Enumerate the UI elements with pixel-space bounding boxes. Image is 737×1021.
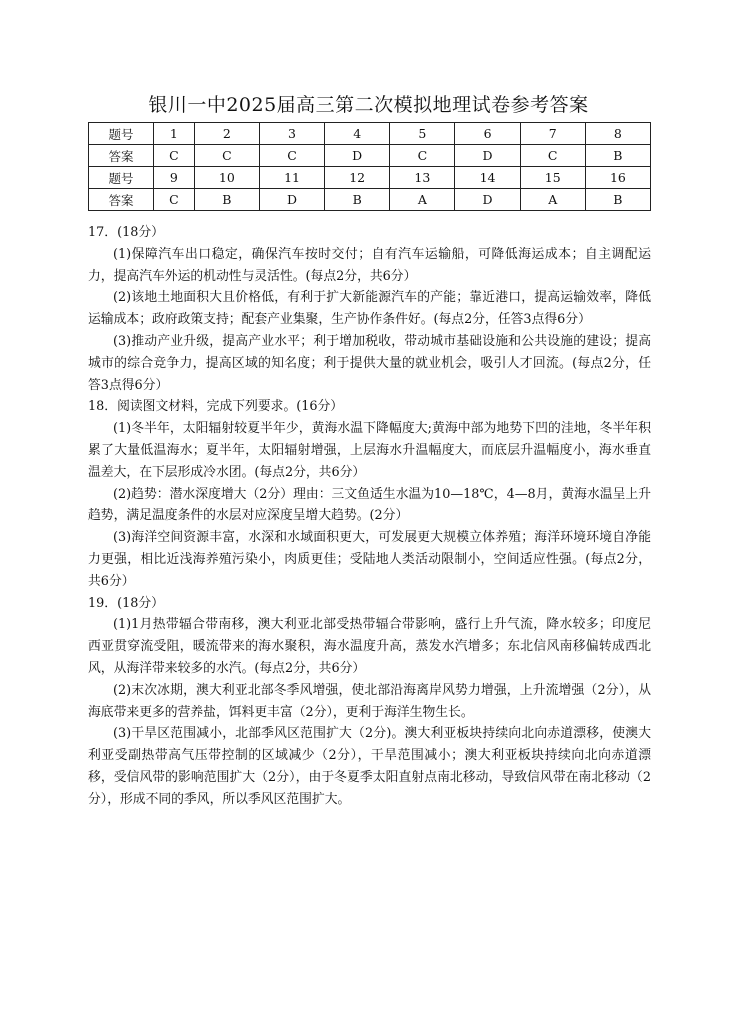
answer-17-1: (1)保障汽车出口稳定，确保汽车按时交付；自有汽车运输船，可降低海运成本；自主调配运力，提高汽车外运的机动性与灵活性。(每点2分，共6分）	[88, 246, 651, 284]
table-header-cell: 题号	[89, 167, 154, 189]
question-heading-17: 17．(18分）	[88, 225, 164, 240]
table-row	[89, 123, 651, 145]
table-cell: 3	[259, 123, 324, 145]
table-cell: A	[520, 189, 585, 211]
answer-18-2: (2)趋势：潜水深度增大（2分）理由：三文鱼适生水温为10—18℃，4—8月，黄海水温呈上升趋势，满足温度条件的水层对应深度呈增大趋势。(2分）	[88, 486, 651, 524]
table-cell: C	[194, 145, 259, 167]
table-cell: 15	[520, 167, 585, 189]
answer-18-1: (1)冬半年，太阳辐射较夏半年少，黄海水温下降幅度大;黄海中部为地势下凹的洼地，冬半年积累了大量低温海水；夏半年，太阳辐射增强，上层海水升温幅度大，而底层升温幅度小，海水垂直温差大，在下层形成冷水团。(每点2分，共6分）	[88, 421, 651, 480]
table-cell: 10	[194, 167, 259, 189]
table-cell: D	[455, 145, 520, 167]
table-cell: C	[154, 145, 195, 167]
table-cell: 9	[154, 167, 195, 189]
table-cell: 14	[455, 167, 520, 189]
table-cell: 5	[390, 123, 455, 145]
table-row	[89, 145, 651, 167]
table-cell: 7	[520, 123, 585, 145]
answer-19-2: (2)末次冰期，澳大利亚北部冬季风增强，使北部沿海离岸风势力增强，上升流增强（2分），从海底带来更多的营养盐，饵料更丰富（2分），更利于海洋生物生长。	[88, 682, 651, 720]
answer-17-2: (2)该地土地面积大且价格低，有利于扩大新能源汽车的产能；靠近港口，提高运输效率，降低运输成本；政府政策支持；配套产业集聚，生产协作条件好。(每点2分，任答3点得6分）	[88, 290, 651, 328]
answer-18-3: (3)海洋空间资源丰富，水深和水域面积更大，可发展更大规模立体养殖；海洋环境环境自净能力更强，相比近浅海养殖污染小，肉质更佳；受陆地人类活动限制小，空间适应性强。(每点2分，共6分）	[88, 530, 651, 589]
answer-19-1: (1)1月热带辐合带南移，澳大利亚北部受热带辐合带影响，盛行上升气流，降水较多；印度尼西亚贯穿流受阻，暖流带来的海水聚积，海水温度升高，蒸发水汽增多；东北信风南移偏转成西北风，从海洋带来较多的水汽。(每点2分，共6分）	[88, 617, 651, 676]
table-cell: D	[455, 189, 520, 211]
question-heading-18: 18．阅读图文材料，完成下列要求。(16分）	[88, 399, 344, 415]
table-cell: 6	[455, 123, 520, 145]
question-heading-19: 19．(18分）	[88, 595, 164, 611]
answer-17-3: (3)推动产业升级，提高产业水平；利于增加税收，带动城市基础设施和公共设施的建设；提高城市的综合竞争力，提高区域的知名度；利于提供大量的就业机会，吸引人才回流。(每点2分，任答3点得6分）	[88, 333, 651, 393]
table-cell: 1	[154, 123, 195, 145]
answer-body	[88, 222, 651, 811]
table-cell: B	[325, 189, 390, 211]
table-cell: D	[259, 189, 324, 211]
table-cell: 4	[325, 123, 390, 145]
table-cell: C	[520, 145, 585, 167]
answer-19-3: (3)干旱区范围减小，北部季风区范围扩大（2分)。澳大利亚板块持续向北向赤道漂移，使澳大利亚受副热带高气压带控制的区域减少（2分），干旱范围减小；澳大利亚板块持续向北向赤道漂移，受信风带的影响范围扩大（2分），由于冬夏季太阳直射点南北移动，导致信风带在南北移动（2分），形成不同的季风，所以季风区范围扩大。	[88, 726, 651, 807]
table-cell: C	[259, 145, 324, 167]
table-cell: 11	[259, 167, 324, 189]
table-header-cell: 答案	[89, 189, 154, 211]
answer-table	[88, 122, 651, 211]
table-header-cell: 题号	[89, 123, 154, 145]
table-cell: B	[194, 189, 259, 211]
page-title: 银川一中2025届高三第二次模拟地理试卷参考答案	[148, 94, 589, 116]
table-cell: 13	[390, 167, 455, 189]
table-cell: D	[325, 145, 390, 167]
table-cell: 16	[585, 167, 650, 189]
table-row	[89, 167, 651, 189]
table-row	[89, 189, 651, 211]
table-cell: B	[585, 189, 650, 211]
table-cell: C	[154, 189, 195, 211]
table-cell: A	[390, 189, 455, 211]
table-cell: B	[585, 145, 650, 167]
table-cell: 2	[194, 123, 259, 145]
table-cell: 8	[585, 123, 650, 145]
table-header-cell: 答案	[89, 145, 154, 167]
table-cell: C	[390, 145, 455, 167]
table-cell: 12	[325, 167, 390, 189]
